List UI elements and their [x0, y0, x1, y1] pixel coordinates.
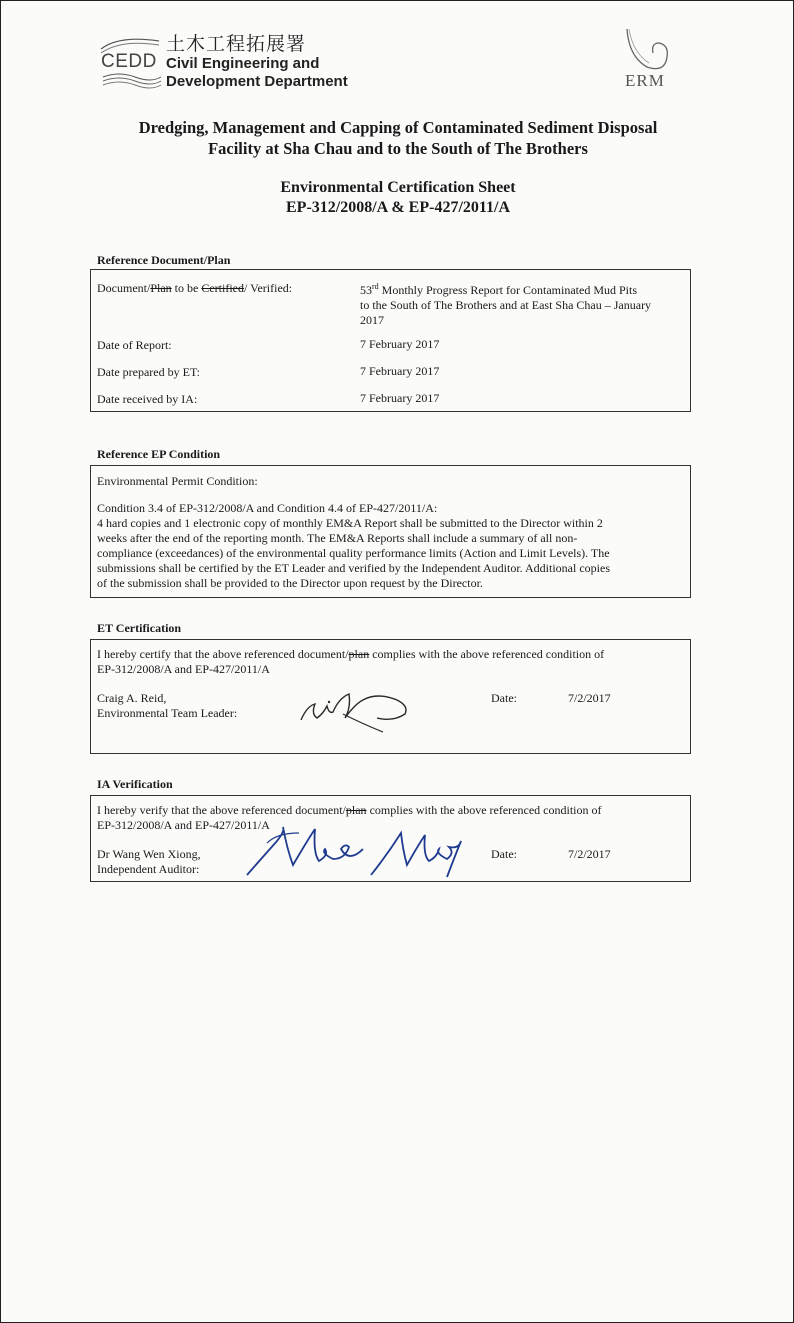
date-of-report-value: 7 February 2017 — [360, 337, 440, 351]
document-label-prefix: Document/ — [97, 281, 151, 295]
ia-statement-plan-struck: plan — [345, 803, 367, 817]
date-received-value: 7 February 2017 — [360, 391, 440, 405]
document-title — [61, 117, 735, 159]
erm-logo-swirl-icon — [619, 27, 675, 77]
reference-ep-heading: Reference EP Condition — [97, 447, 221, 461]
et-statement-prefix: I hereby certify that the above referenced document/ — [97, 647, 349, 661]
reference-document-heading: Reference Document/Plan — [97, 253, 231, 267]
condition-line: of the submission shall be provided to the Director upon request by the Director. — [97, 576, 483, 590]
date-received-label: Date received by IA: — [97, 392, 198, 406]
ia-date-label: Date: — [491, 847, 517, 861]
et-signature-image — [293, 684, 423, 736]
sheet-title — [61, 178, 735, 218]
et-statement-line2: EP-312/2008/A and EP-427/2011/A — [97, 662, 270, 676]
document-title-line2: Facility at Sha Chau and to the South of The Brothers — [208, 139, 588, 158]
ia-statement-line2: EP-312/2008/A and EP-427/2011/A — [97, 818, 270, 832]
condition-line: Condition 3.4 of EP-312/2008/A and Condition 4.4 of EP-427/2011/A: — [97, 501, 438, 515]
condition-line: compliance (exceedances) of the environmental quality performance limits (Action and Limit Levels). The — [97, 546, 610, 560]
ia-signatory-name: Dr Wang Wen Xiong, — [97, 847, 201, 861]
ia-signatory — [97, 847, 201, 877]
condition-line: submissions shall be certified by the ET Leader and verified by the Independent Auditor. Additional copies — [97, 561, 610, 575]
condition-line: weeks after the end of the reporting month. The EM&A Reports shall include a summary of all non- — [97, 531, 578, 545]
document-label-suffix: / Verified: — [244, 281, 293, 295]
document-value-number: 53 — [360, 283, 372, 297]
et-signatory-role: Environmental Team Leader: — [97, 706, 238, 720]
ia-statement-suffix: complies with the above referenced condition of — [366, 803, 602, 817]
permit-numbers: EP-312/2008/A & EP-427/2011/A — [286, 199, 510, 216]
erm-logo-text: ERM — [625, 71, 665, 90]
document-value-line2: to the South of The Brothers and at East Sha Chau – January — [360, 298, 652, 312]
ia-statement-prefix: I hereby verify that the above referenced document/ — [97, 803, 346, 817]
et-signatory-name: Craig A. Reid, — [97, 691, 167, 705]
et-statement — [97, 647, 685, 677]
et-signatory — [97, 691, 237, 721]
ia-verification-heading: IA Verification — [97, 777, 173, 791]
document-value — [360, 279, 690, 328]
permit-condition-label: Environmental Permit Condition: — [97, 474, 258, 488]
et-date-value: 7/2/2017 — [568, 691, 611, 705]
document-value-ordinal: rd — [372, 282, 379, 291]
date-prepared-value: 7 February 2017 — [360, 364, 440, 378]
date-prepared-label: Date prepared by ET: — [97, 365, 201, 379]
document-label-mid: to be — [171, 281, 202, 295]
cedd-name-line2: Development Department — [166, 73, 348, 90]
document-label — [97, 281, 292, 296]
et-statement-plan-struck: plan — [348, 647, 370, 661]
document-value-line1: Monthly Progress Report for Contaminated Mud Pits — [378, 283, 637, 297]
document-title-line1: Dredging, Management and Capping of Contaminated Sediment Disposal — [138, 118, 658, 137]
condition-line: 4 hard copies and 1 electronic copy of monthly EM&A Report shall be submitted to the Director within 2 — [97, 516, 603, 530]
date-of-report-label: Date of Report: — [97, 338, 172, 352]
cedd-logo-abbreviation: CEDD — [101, 51, 157, 72]
ia-signatory-role: Independent Auditor: — [97, 862, 200, 876]
condition-text — [97, 501, 685, 591]
sheet-title-text: Environmental Certification Sheet — [280, 179, 516, 196]
document-value-line3: 2017 — [360, 313, 384, 327]
document-label-plan-struck: Plan — [150, 281, 172, 295]
cedd-chinese-name: 土木工程拓展署 — [166, 33, 307, 55]
et-certification-heading: ET Certification — [97, 621, 182, 635]
ia-date-value: 7/2/2017 — [568, 847, 611, 861]
document-label-certified-struck: Certified — [201, 281, 244, 295]
et-date-label: Date: — [491, 691, 517, 705]
cedd-name-line1: Civil Engineering and — [166, 55, 320, 72]
et-statement-suffix: complies with the above referenced condition of — [369, 647, 605, 661]
ia-signature-image — [241, 819, 471, 881]
